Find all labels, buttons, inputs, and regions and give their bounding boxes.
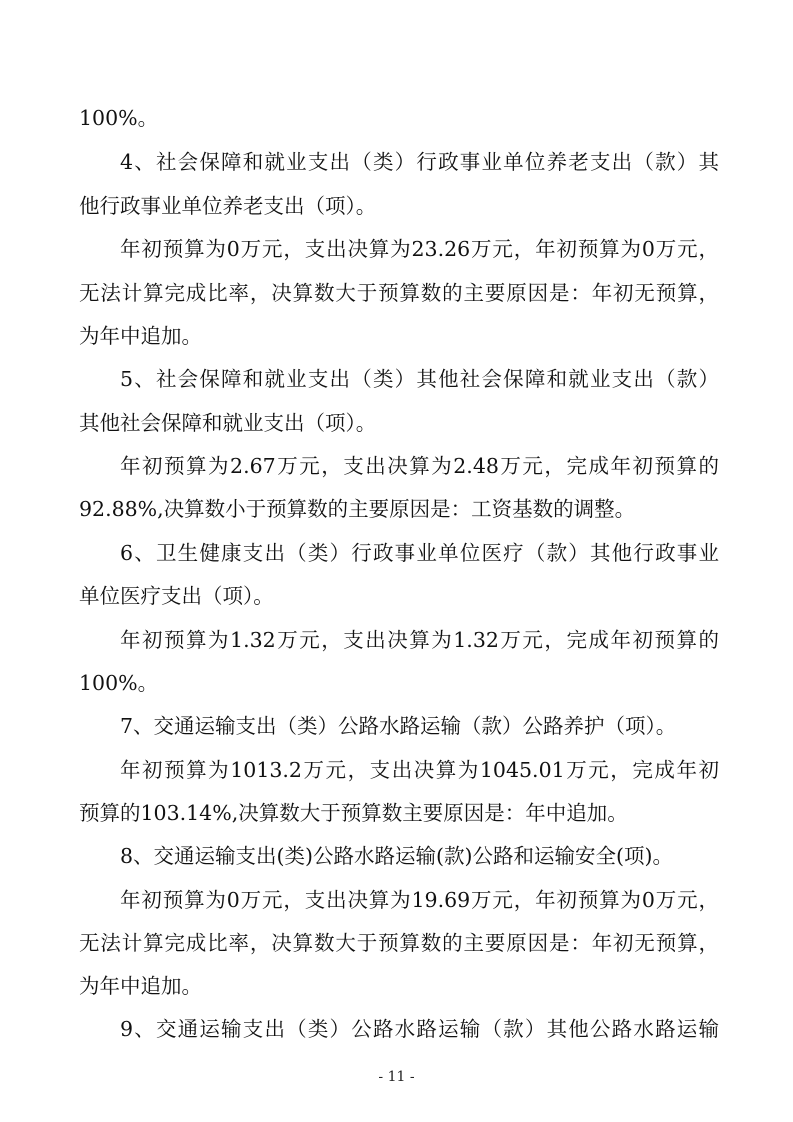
text-line: 年初预算为0万元，支出决算为19.69万元，年初预算为0万元，: [120, 888, 719, 912]
page-number: - 11 -: [378, 1069, 415, 1085]
text-line: 100%。: [79, 106, 159, 130]
text-line: 年初预算为1013.2万元，支出决算为1045.01万元，完成年初: [120, 758, 719, 782]
text-line: 单位医疗支出（项）。: [79, 584, 274, 608]
text-line: 其他社会保障和就业支出（项）。: [79, 411, 377, 435]
text-line: 7、交通运输支出（类）公路水路运输（款）公路养护（项）。: [120, 714, 677, 738]
text-line: 为年中追加。: [79, 324, 202, 348]
text-line: 他行政事业单位养老支出（项）。: [79, 194, 377, 218]
text-line: 预算的103.14%,决算数大于预算数主要原因是：年中追加。: [79, 801, 628, 825]
text-line: 6、卫生健康支出（类）行政事业单位医疗（款）其他行政事业: [120, 541, 719, 565]
text-line: 92.88%,决算数小于预算数的主要原因是：工资基数的调整。: [79, 497, 636, 521]
text-line: 年初预算为0万元，支出决算为23.26万元，年初预算为0万元，: [120, 237, 719, 261]
text-line: 5、社会保障和就业支出（类）其他社会保障和就业支出（款）: [120, 367, 719, 391]
text-line: 9、交通运输支出（类）公路水路运输（款）其他公路水路运输: [120, 1017, 719, 1041]
text-line: 无法计算完成比率，决算数大于预算数的主要原因是：年初无预算，: [79, 931, 719, 955]
text-line: 无法计算完成比率，决算数大于预算数的主要原因是：年初无预算，: [79, 281, 719, 305]
text-line: 8、交通运输支出(类)公路水路运输(款)公路和运输安全(项)。: [120, 844, 674, 868]
text-line: 4、社会保障和就业支出（类）行政事业单位养老支出（款）其: [120, 150, 719, 174]
text-line: 100%。: [79, 671, 159, 695]
text-line: 年初预算为2.67万元，支出决算为2.48万元，完成年初预算的: [120, 454, 719, 478]
text-line: 为年中追加。: [79, 974, 202, 998]
text-line: 年初预算为1.32万元，支出决算为1.32万元，完成年初预算的: [120, 628, 719, 652]
